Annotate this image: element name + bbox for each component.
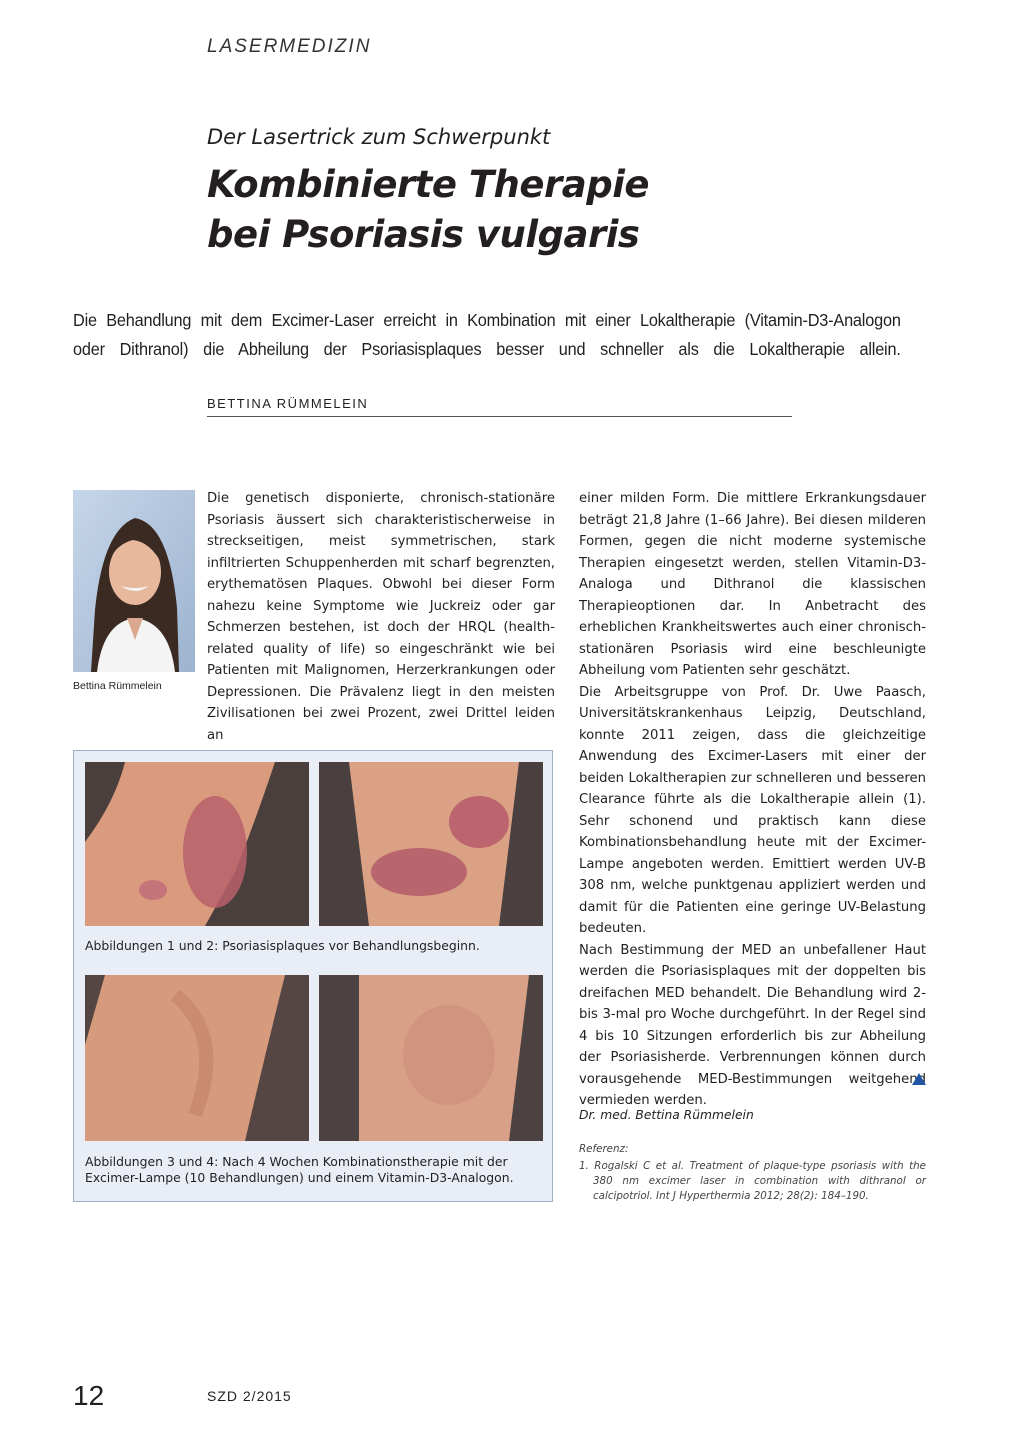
end-triangle-icon: [912, 1073, 926, 1085]
journal-issue: SZD 2/2015: [207, 1388, 292, 1404]
figure-2-image: [319, 762, 543, 926]
signature: Dr. med. Bettina Rümmelein: [579, 1108, 754, 1122]
article-title: [207, 160, 907, 260]
figure-panel: [73, 750, 553, 1202]
lead-line-2: oder Dithranol) die Abheilung der Psoriasisplaques besser und schneller als die Lokaltherapie allein.: [73, 339, 901, 359]
title-line-1: Kombinierte Therapie: [207, 163, 649, 206]
article-kicker: Der Lasertrick zum Schwerpunkt: [207, 125, 551, 149]
figure-caption-3-4: Abbildungen 3 und 4: Nach 4 Wochen Kombinationstherapie mit der Excimer-Lampe (10 Behandlungen) und einem Vitamin-D3-Analogon.: [85, 1154, 514, 1185]
title-line-2: bei Psoriasis vulgaris: [207, 213, 640, 256]
figure-1-image: [85, 762, 309, 926]
photo-caption: Bettina Rümmelein: [73, 680, 162, 692]
figure-caption-1-2: Abbildungen 1 und 2: Psoriasisplaques vor Behandlungsbeginn.: [85, 938, 480, 953]
paragraph: Die Arbeitsgruppe von Prof. Dr. Uwe Paasch, Universitätskrankenhaus Leipzig, Deutschland, konnte 2011 zeigen, dass die gleichzeitige Anwendung des Excimer-Lasers mit einer der beiden Lokaltherapien zur schnelleren und besseren Clearance führte als die Lokaltherapie allein (1). Sehr schonend und praktisch kann diese Kombinationsbehandlung heute mit der Excimer-Lampe angeboten werden. Emittiert werden UV-B 308 nm, welche punktgenau appliziert werden und damit für die Patienten eine geringe UV-Belastung bedeuten.: [579, 684, 926, 936]
reference-block: [579, 1142, 926, 1204]
body-column-1: [207, 488, 555, 746]
section-label: LASERMEDIZIN: [207, 36, 372, 57]
article-author: BETTINA RÜMMELEIN: [207, 396, 792, 417]
page-number: 12: [73, 1380, 105, 1411]
paragraph: einer milden Form. Die mittlere Erkrankungsdauer beträgt 21,8 Jahre (1–66 Jahre). Bei diesen milderen Formen, gegen die nicht moderne systemische Therapien eingesetzt werden, stellen Vitamin-D3-Analoga und Dithranol die klassischen Therapieoptionen dar. In Anbetracht des erheblichen Krankheitswertes auch einer chronisch-stationären Psoriasis wird eine beschleunigte Abheilung vom Patienten sehr geschätzt.: [579, 491, 926, 678]
paragraph: Die genetisch disponierte, chronisch-stationäre Psoriasis äussert sich charakteristischerweise in streckseitigen, meist symmetrischen, stark infiltrierten Schuppenherden mit scharf begrenzten, erythematösen Plaques. Obwohl bei dieser Form nahezu keine Symptome wie Juckreiz oder gar Schmerzen bestehen, ist doch der HRQL (health-related quality of life) so eingeschränkt wie bei Patienten mit Malignomen, Herzerkrankungen oder Depressionen. Die Prävalenz liegt in den meisten Zivilisationen bei zwei Prozent, zwei Drittel leiden an: [207, 491, 555, 743]
article-lead: [73, 306, 901, 364]
reference-label: Referenz:: [579, 1143, 629, 1155]
reference-item: 1. Rogalski C et al. Treatment of plaque-type psoriasis with the 380 nm excimer laser in combination with dithranol or calcipotriol. Int J Hyperthermia 2012; 28(2): 184–190.: [579, 1160, 926, 1202]
paragraph: Nach Bestimmung der MED an unbefallener Haut werden die Psoriasisplaques mit der doppelten bis dreifachen MED behandelt. Die Behandlung wird 2- bis 3-mal pro Woche durchgeführt. In der Regel sind 4 bis 10 Sitzungen erforderlich bis zur Abheilung der Psoriasisherde. Verbrennungen können durch vorausgehende MED-Bestimmungen weitgehend vermieden werden.: [579, 942, 926, 1108]
body-column-2: [579, 488, 926, 1112]
lead-line-1: Die Behandlung mit dem Excimer-Laser erreicht in Kombination mit einer Lokaltherapie (Vitamin-D3-Analogon: [73, 310, 901, 330]
author-photo: [73, 490, 195, 672]
figure-4-image: [319, 975, 543, 1141]
figure-3-image: [85, 975, 309, 1141]
